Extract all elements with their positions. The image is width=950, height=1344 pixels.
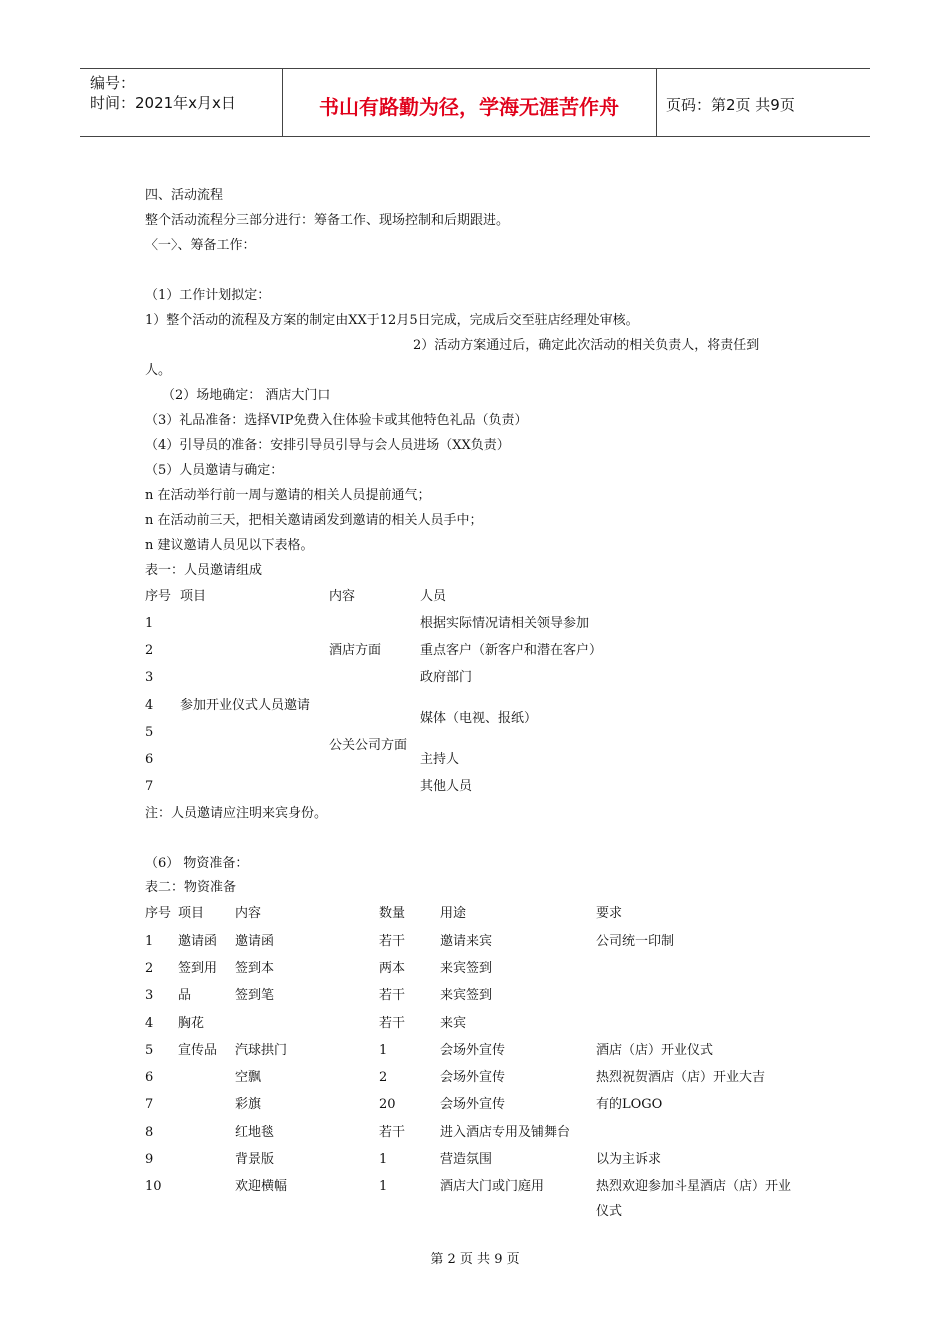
header-page-info: 页码：第2页 共9页 <box>666 96 795 114</box>
doc-number-label: 编号： <box>90 74 136 92</box>
table-cell-num: 10 <box>145 1179 162 1194</box>
table-cell-use: 来宾 <box>440 1016 467 1031</box>
paragraph: 人。 <box>145 363 172 378</box>
table-cell-person: 媒体（电视、报纸） <box>420 711 538 726</box>
table-cell-use: 会场外宣传 <box>440 1043 506 1058</box>
table-caption: 表一：人员邀请组成 <box>145 563 263 578</box>
table-caption: 表二：物资准备 <box>145 880 237 895</box>
table-cell-qty: 20 <box>379 1097 396 1112</box>
table-header: 内容 <box>329 589 356 604</box>
header-divider <box>656 69 657 136</box>
sub-heading: （1）工作计划拟定： <box>145 288 271 303</box>
sub-heading: 〈一〉、筹备工作： <box>145 238 256 253</box>
table-header: 项目 <box>180 589 207 604</box>
table-cell-person: 政府部门 <box>420 670 473 685</box>
table-cell-content: 汽球拱门 <box>235 1043 288 1058</box>
table-cell-project: 品 <box>178 988 192 1003</box>
header-motto: 书山有路勤为径，学海无涯苦作舟 <box>319 95 619 119</box>
table-cell-content: 红地毯 <box>235 1125 275 1140</box>
table-header: 用途 <box>440 906 467 921</box>
table-cell-num: 3 <box>145 670 154 685</box>
table-cell-num: 7 <box>145 779 154 794</box>
table-cell-num: 5 <box>145 725 154 740</box>
table-cell-content: 背景版 <box>235 1152 275 1167</box>
table-cell-qty: 1 <box>379 1043 388 1058</box>
table-cell-num: 7 <box>145 1097 154 1112</box>
table-cell-num: 5 <box>145 1043 154 1058</box>
table-cell-project: 胸花 <box>178 1016 205 1031</box>
table-cell-qty: 若干 <box>379 1016 406 1031</box>
table-cell-req: 公司统一印制 <box>596 934 675 949</box>
table-header: 数量 <box>379 906 406 921</box>
table-cell-use: 会场外宣传 <box>440 1070 506 1085</box>
doc-date: 时间：2021年x月x日 <box>90 94 236 112</box>
table-header: 项目 <box>178 906 205 921</box>
table-cell-qty: 1 <box>379 1152 388 1167</box>
table-cell-qty: 两本 <box>379 961 406 976</box>
table-cell-req: 酒店（店）开业仪式 <box>596 1043 714 1058</box>
table-cell-qty: 1 <box>379 1179 388 1194</box>
page-footer: 第 2 页 共 9 页 <box>430 1252 520 1267</box>
table-cell-project: 参加开业仪式人员邀请 <box>180 698 311 713</box>
table-cell-num: 1 <box>145 934 154 949</box>
table-cell-qty: 若干 <box>379 1125 406 1140</box>
paragraph: （4）引导员的准备：安排引导员引导与会人员进场（XX负责） <box>145 438 510 453</box>
table-cell-num: 1 <box>145 616 154 631</box>
table-cell-req: 仪式 <box>596 1204 623 1219</box>
table-cell-req: 以为主诉求 <box>596 1152 662 1167</box>
table-cell-content: 签到本 <box>235 961 275 976</box>
table-cell-use: 会场外宣传 <box>440 1097 506 1112</box>
table-cell-qty: 若干 <box>379 988 406 1003</box>
table-cell-person: 重点客户（新客户和潜在客户） <box>420 643 603 658</box>
table-cell-num: 3 <box>145 988 154 1003</box>
table-cell-content: 签到笔 <box>235 988 275 1003</box>
table-cell-qty: 2 <box>379 1070 388 1085</box>
table-cell-content: 彩旗 <box>235 1097 262 1112</box>
table-cell-req: 热烈祝贺酒店（店）开业大吉 <box>596 1070 766 1085</box>
paragraph: 1）整个活动的流程及方案的制定由XX于12月5日完成，完成后交至驻店经理处审核。 <box>145 313 639 328</box>
table-cell-content: 酒店方面 <box>329 643 382 658</box>
table-cell-req: 热烈欢迎参加斗星酒店（店）开业 <box>596 1179 792 1194</box>
paragraph: （3）礼品准备：选择VIP免费入住体验卡或其他特色礼品（负责） <box>145 413 528 428</box>
bullet-item: n 在活动举行前一周与邀请的相关人员提前通气； <box>145 488 431 503</box>
table-cell-project: 签到用 <box>178 961 218 976</box>
table-header: 序号 <box>145 589 172 604</box>
table-cell-person: 主持人 <box>420 752 460 767</box>
table-cell-project: 邀请函 <box>178 934 218 949</box>
table-cell-num: 4 <box>145 1016 154 1031</box>
table-cell-content: 空飘 <box>235 1070 262 1085</box>
table-cell-qty: 若干 <box>379 934 406 949</box>
paragraph: 整个活动流程分三部分进行：筹备工作、现场控制和后期跟进。 <box>145 213 510 228</box>
table-header: 人员 <box>420 589 447 604</box>
page-header <box>80 68 870 137</box>
table-cell-num: 9 <box>145 1152 154 1167</box>
table-header: 序号 <box>145 906 172 921</box>
table-cell-content: 公关公司方面 <box>329 738 408 753</box>
table-cell-use: 营造氛围 <box>440 1152 493 1167</box>
header-meta <box>90 73 236 113</box>
section-heading: 四、活动流程 <box>145 188 224 203</box>
table-cell-num: 2 <box>145 643 154 658</box>
table-cell-use: 来宾签到 <box>440 988 493 1003</box>
table-cell-use: 酒店大门或门庭用 <box>440 1179 545 1194</box>
sub-heading: （6） 物资准备： <box>145 856 249 871</box>
table-cell-project: 宣传品 <box>178 1043 218 1058</box>
paragraph: （2）场地确定： 酒店大门口 <box>162 388 331 403</box>
table-cell-use: 来宾签到 <box>440 961 493 976</box>
bullet-item: n 在活动前三天，把相关邀请函发到邀请的相关人员手中； <box>145 513 483 528</box>
table-cell-person: 根据实际情况请相关领导参加 <box>420 616 590 631</box>
paragraph: （5）人员邀请与确定： <box>145 463 284 478</box>
table-cell-num: 6 <box>145 1070 154 1085</box>
table-header: 要求 <box>596 906 623 921</box>
table-cell-req: 有的LOGO <box>596 1097 663 1112</box>
bullet-item: n 建议邀请人员见以下表格。 <box>145 538 314 553</box>
table-cell-num: 2 <box>145 961 154 976</box>
table-cell-use: 进入酒店专用及铺舞台 <box>440 1125 571 1140</box>
table-cell-person: 其他人员 <box>420 779 473 794</box>
table-cell-num: 6 <box>145 752 154 767</box>
table-header: 内容 <box>235 906 262 921</box>
table-cell-content: 欢迎横幅 <box>235 1179 288 1194</box>
table-cell-use: 邀请来宾 <box>440 934 493 949</box>
paragraph: 2）活动方案通过后，确定此次活动的相关负责人，将责任到 <box>413 338 760 353</box>
table-note: 注：人员邀请应注明来宾身份。 <box>145 806 328 821</box>
table-cell-num: 8 <box>145 1125 154 1140</box>
table-cell-content: 邀请函 <box>235 934 275 949</box>
table-cell-num: 4 <box>145 698 154 713</box>
